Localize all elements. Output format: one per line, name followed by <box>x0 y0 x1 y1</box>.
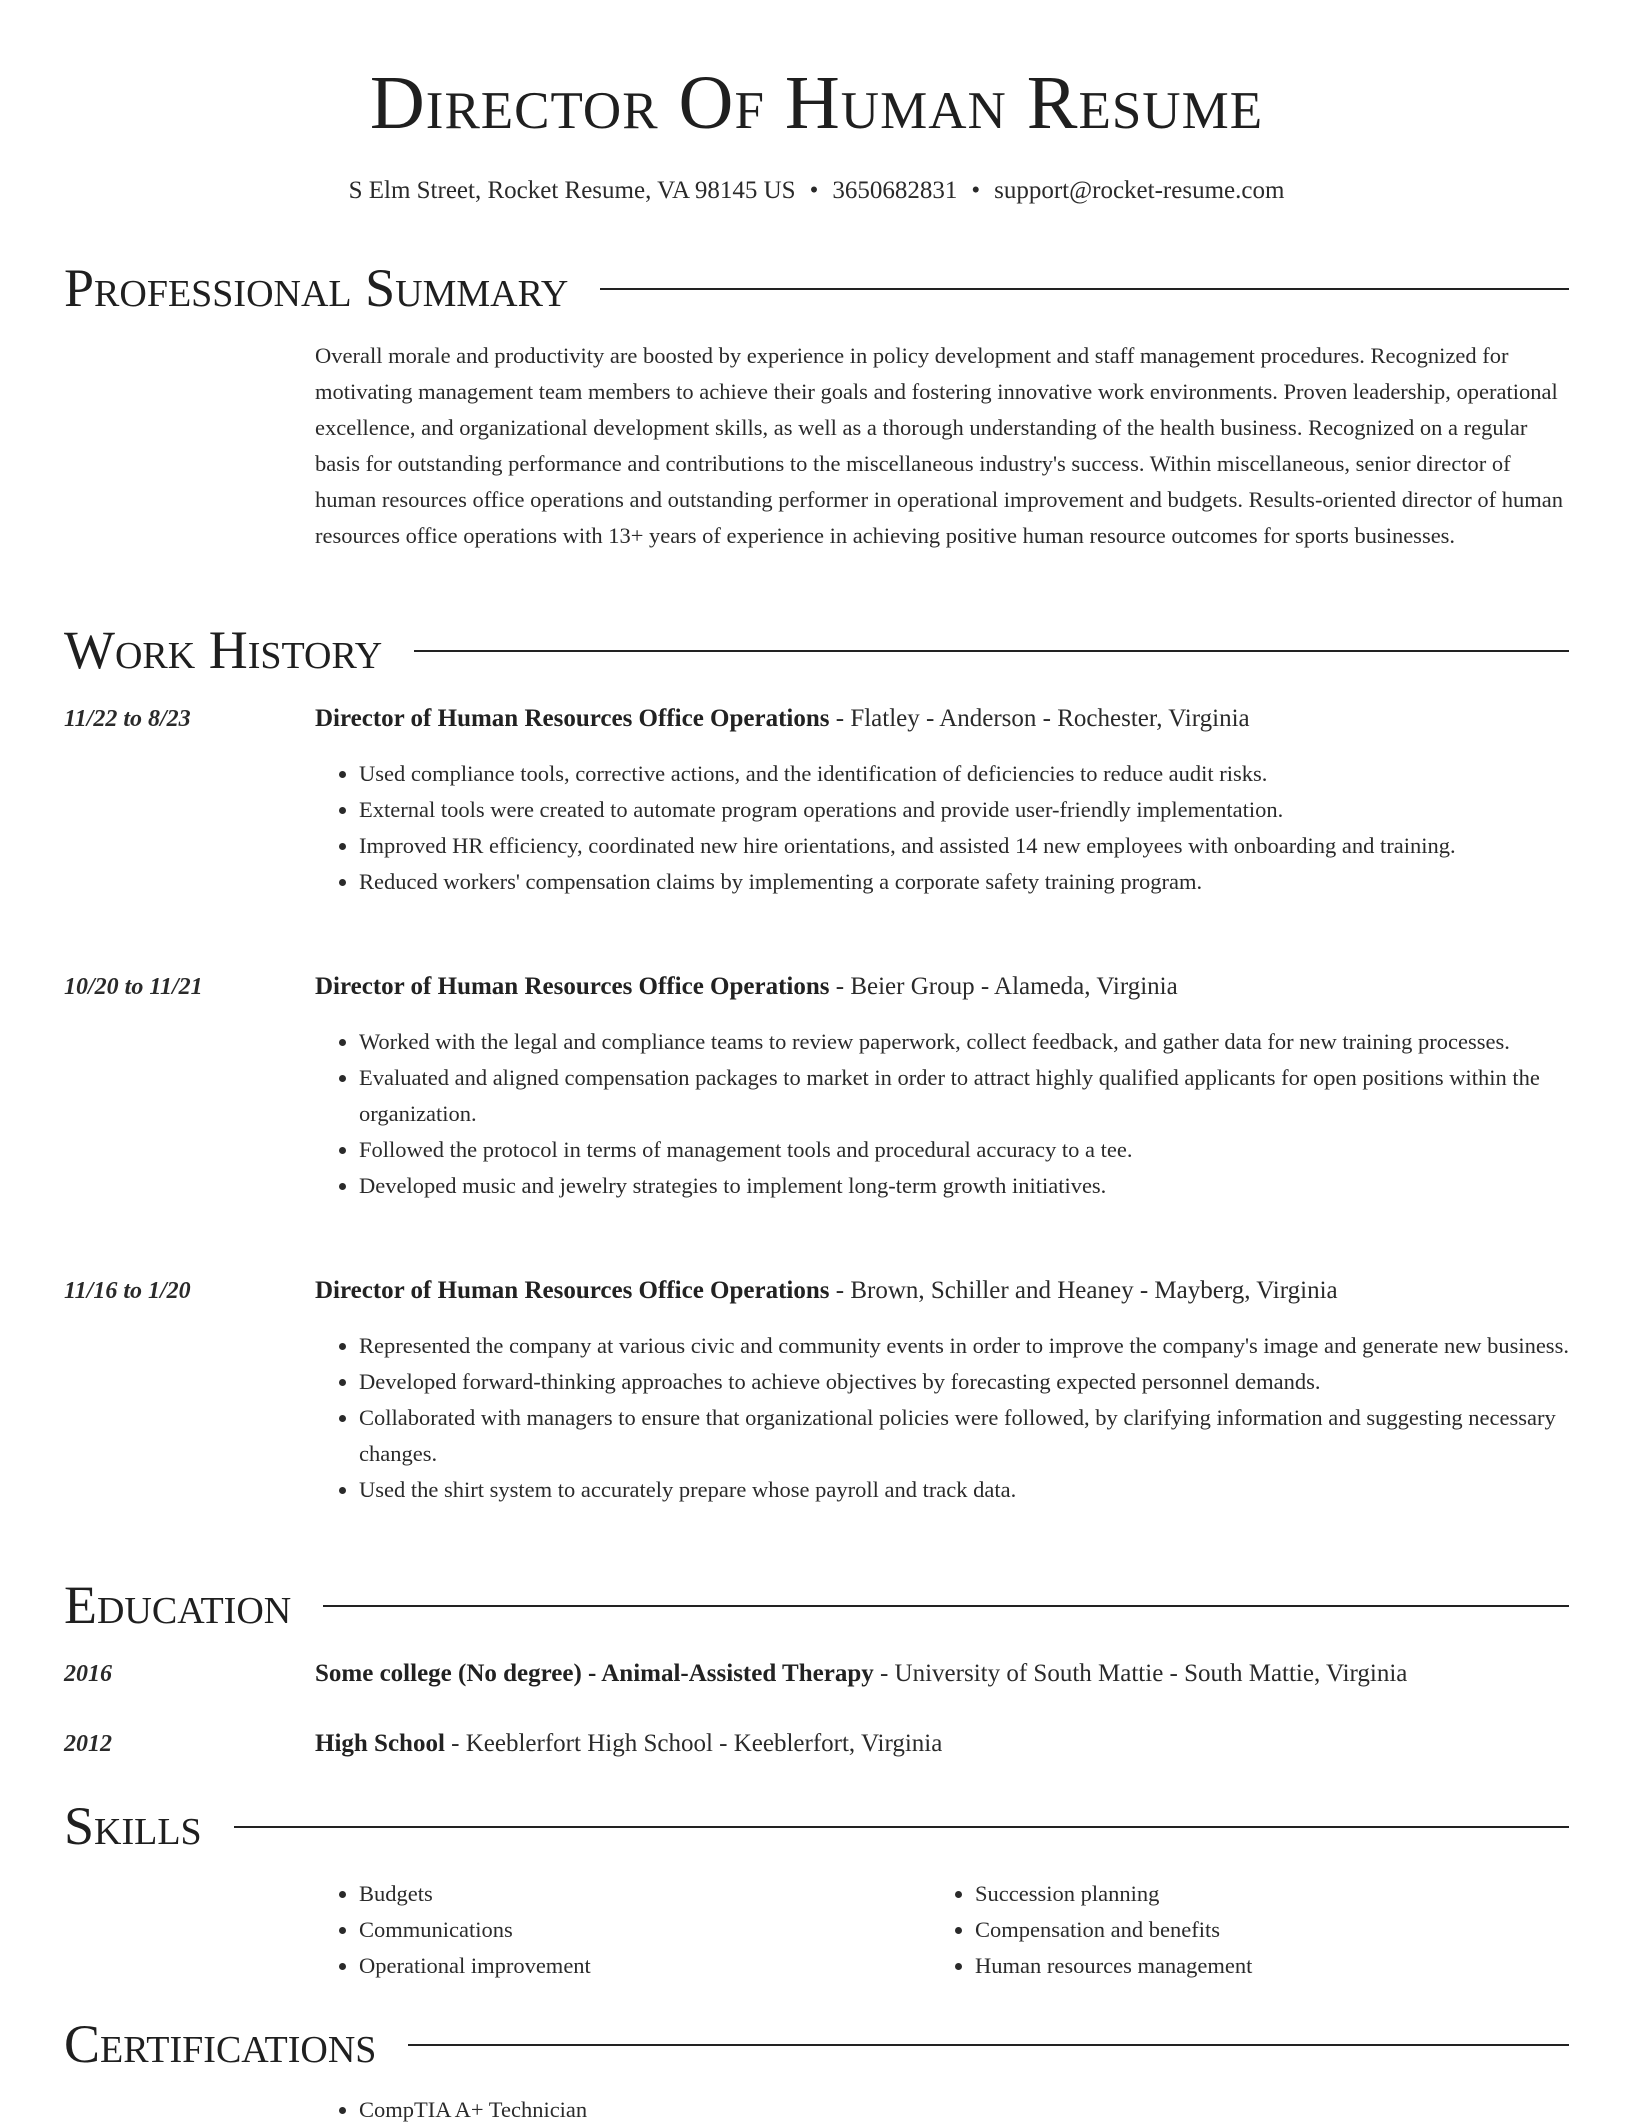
education-year: 2012 <box>64 1731 112 1757</box>
job-bullet: • Reduced workers' compensation claims by implementing a corporate safety training program. <box>359 864 1569 900</box>
job-dates: 11/22 to 8/23 <box>64 706 191 732</box>
job-bullet: • Developed forward-thinking approaches to achieve objectives by forecasting expected personnel demands. <box>359 1364 1569 1400</box>
contact-separator: • <box>809 177 819 204</box>
contact-separator: • <box>971 177 981 204</box>
education-details: - University of South Mattie - South Mattie, Virginia <box>873 1660 1408 1687</box>
education-year: 2016 <box>64 1661 112 1687</box>
certifications-section-title: Certifications <box>64 2014 377 2074</box>
contact-line <box>64 175 1569 207</box>
job-bullet: • Collaborated with managers to ensure that organizational policies were followed, by clarifying information and suggesting necessary changes. <box>359 1400 1569 1472</box>
job-bullet: • Used the shirt system to accurately prepare whose payroll and track data. <box>359 1472 1569 1508</box>
job-bullet: • External tools were created to automate program operations and provide user-friendly implementation. <box>359 792 1569 828</box>
job-bullet: • Worked with the legal and compliance teams to review paperwork, collect feedback, and gather data for new training processes. <box>359 1024 1569 1060</box>
section-divider <box>323 1605 1569 1607</box>
job-heading <box>315 971 1569 1003</box>
job-bullet: • Represented the company at various civic and community events in order to improve the company's image and generate new business. <box>359 1328 1569 1364</box>
skills-section-header <box>64 1796 1569 1856</box>
skill-item: • Communications <box>359 1912 875 1948</box>
education-heading <box>315 1658 1569 1690</box>
section-divider <box>234 1826 1569 1828</box>
job-bullet: • Improved HR efficiency, coordinated new hire orientations, and assisted 14 new employees with onboarding and training. <box>359 828 1569 864</box>
work-section-title: Work History <box>64 620 383 680</box>
job-dates: 11/16 to 1/20 <box>64 1278 191 1304</box>
work-section-header <box>64 620 1569 680</box>
skills-list-left <box>315 1876 875 1984</box>
job-details: - Flatley - Anderson - Rochester, Virginia <box>829 705 1250 732</box>
certification-item: • CompTIA A+ Technician <box>359 2092 1569 2128</box>
job-bullets <box>315 1024 1569 1204</box>
section-divider <box>414 650 1569 652</box>
summary-section-header <box>64 258 1569 318</box>
contact-email: support@rocket-resume.com <box>994 177 1285 204</box>
education-details: - Keeblerfort High School - Keeblerfort, Virginia <box>444 1730 943 1757</box>
education-degree: High School <box>315 1730 445 1757</box>
skill-item: • Budgets <box>359 1876 875 1912</box>
job-bullet: • Followed the protocol in terms of management tools and procedural accuracy to a tee. <box>359 1132 1569 1168</box>
skill-item: • Succession planning <box>975 1876 1491 1912</box>
job-bullet: • Evaluated and aligned compensation packages to market in order to attract highly qualified applicants for open positions within the organization. <box>359 1060 1569 1132</box>
job-dates: 10/20 to 11/21 <box>64 974 203 1000</box>
job-bullets <box>315 1328 1569 1508</box>
skills-section-title: Skills <box>64 1796 202 1856</box>
section-divider <box>408 2044 1569 2046</box>
summary-section-title: Professional Summary <box>64 258 569 318</box>
certifications-section-header <box>64 2014 1569 2074</box>
resume-name: Director Of Human Resume <box>369 61 1264 145</box>
job-bullet: • Developed music and jewelry strategies to implement long-term growth initiatives. <box>359 1168 1569 1204</box>
summary-text: Overall morale and productivity are boosted by experience in policy development and staff management procedures. Recognized for motivating management team members to achieve their goals and fostering innovative work environments. Proven leadership, operational excellence, and organizational development skills, as well as a thorough understanding of the health business. Recognized on a regular basis for outstanding performance and contributions to the miscellaneous industry's success. Within miscellaneous, senior director of human resources office operations and outstanding performer in operational improvement and budgets. Results-oriented director of human resources office operations with 13+ years of experience in achieving positive human resource outcomes for sports businesses. <box>315 343 1563 548</box>
job-role: Director of Human Resources Office Operations <box>315 1277 830 1304</box>
job-heading <box>315 1275 1569 1307</box>
job-bullets <box>315 756 1569 900</box>
job-details: - Beier Group - Alameda, Virginia <box>829 973 1178 1000</box>
skills-list-right <box>931 1876 1491 1984</box>
skill-item: • Compensation and benefits <box>975 1912 1491 1948</box>
contact-phone: 3650682831 <box>832 177 958 204</box>
job-details: - Brown, Schiller and Heaney - Mayberg, Virginia <box>829 1277 1338 1304</box>
certifications-list <box>315 2092 1569 2128</box>
job-heading <box>315 703 1569 735</box>
job-bullet: • Used compliance tools, corrective actions, and the identification of deficiencies to reduce audit risks. <box>359 756 1569 792</box>
education-section-header <box>64 1575 1569 1635</box>
education-section-title: Education <box>64 1575 292 1635</box>
job-role: Director of Human Resources Office Operations <box>315 973 830 1000</box>
skill-item: • Human resources management <box>975 1948 1491 1984</box>
job-role: Director of Human Resources Office Operations <box>315 705 830 732</box>
contact-address: S Elm Street, Rocket Resume, VA 98145 US <box>348 177 796 204</box>
education-degree: Some college (No degree) - Animal-Assisted Therapy <box>315 1660 874 1687</box>
section-divider <box>600 288 1569 290</box>
education-heading <box>315 1728 1569 1760</box>
skill-item: • Operational improvement <box>359 1948 875 1984</box>
